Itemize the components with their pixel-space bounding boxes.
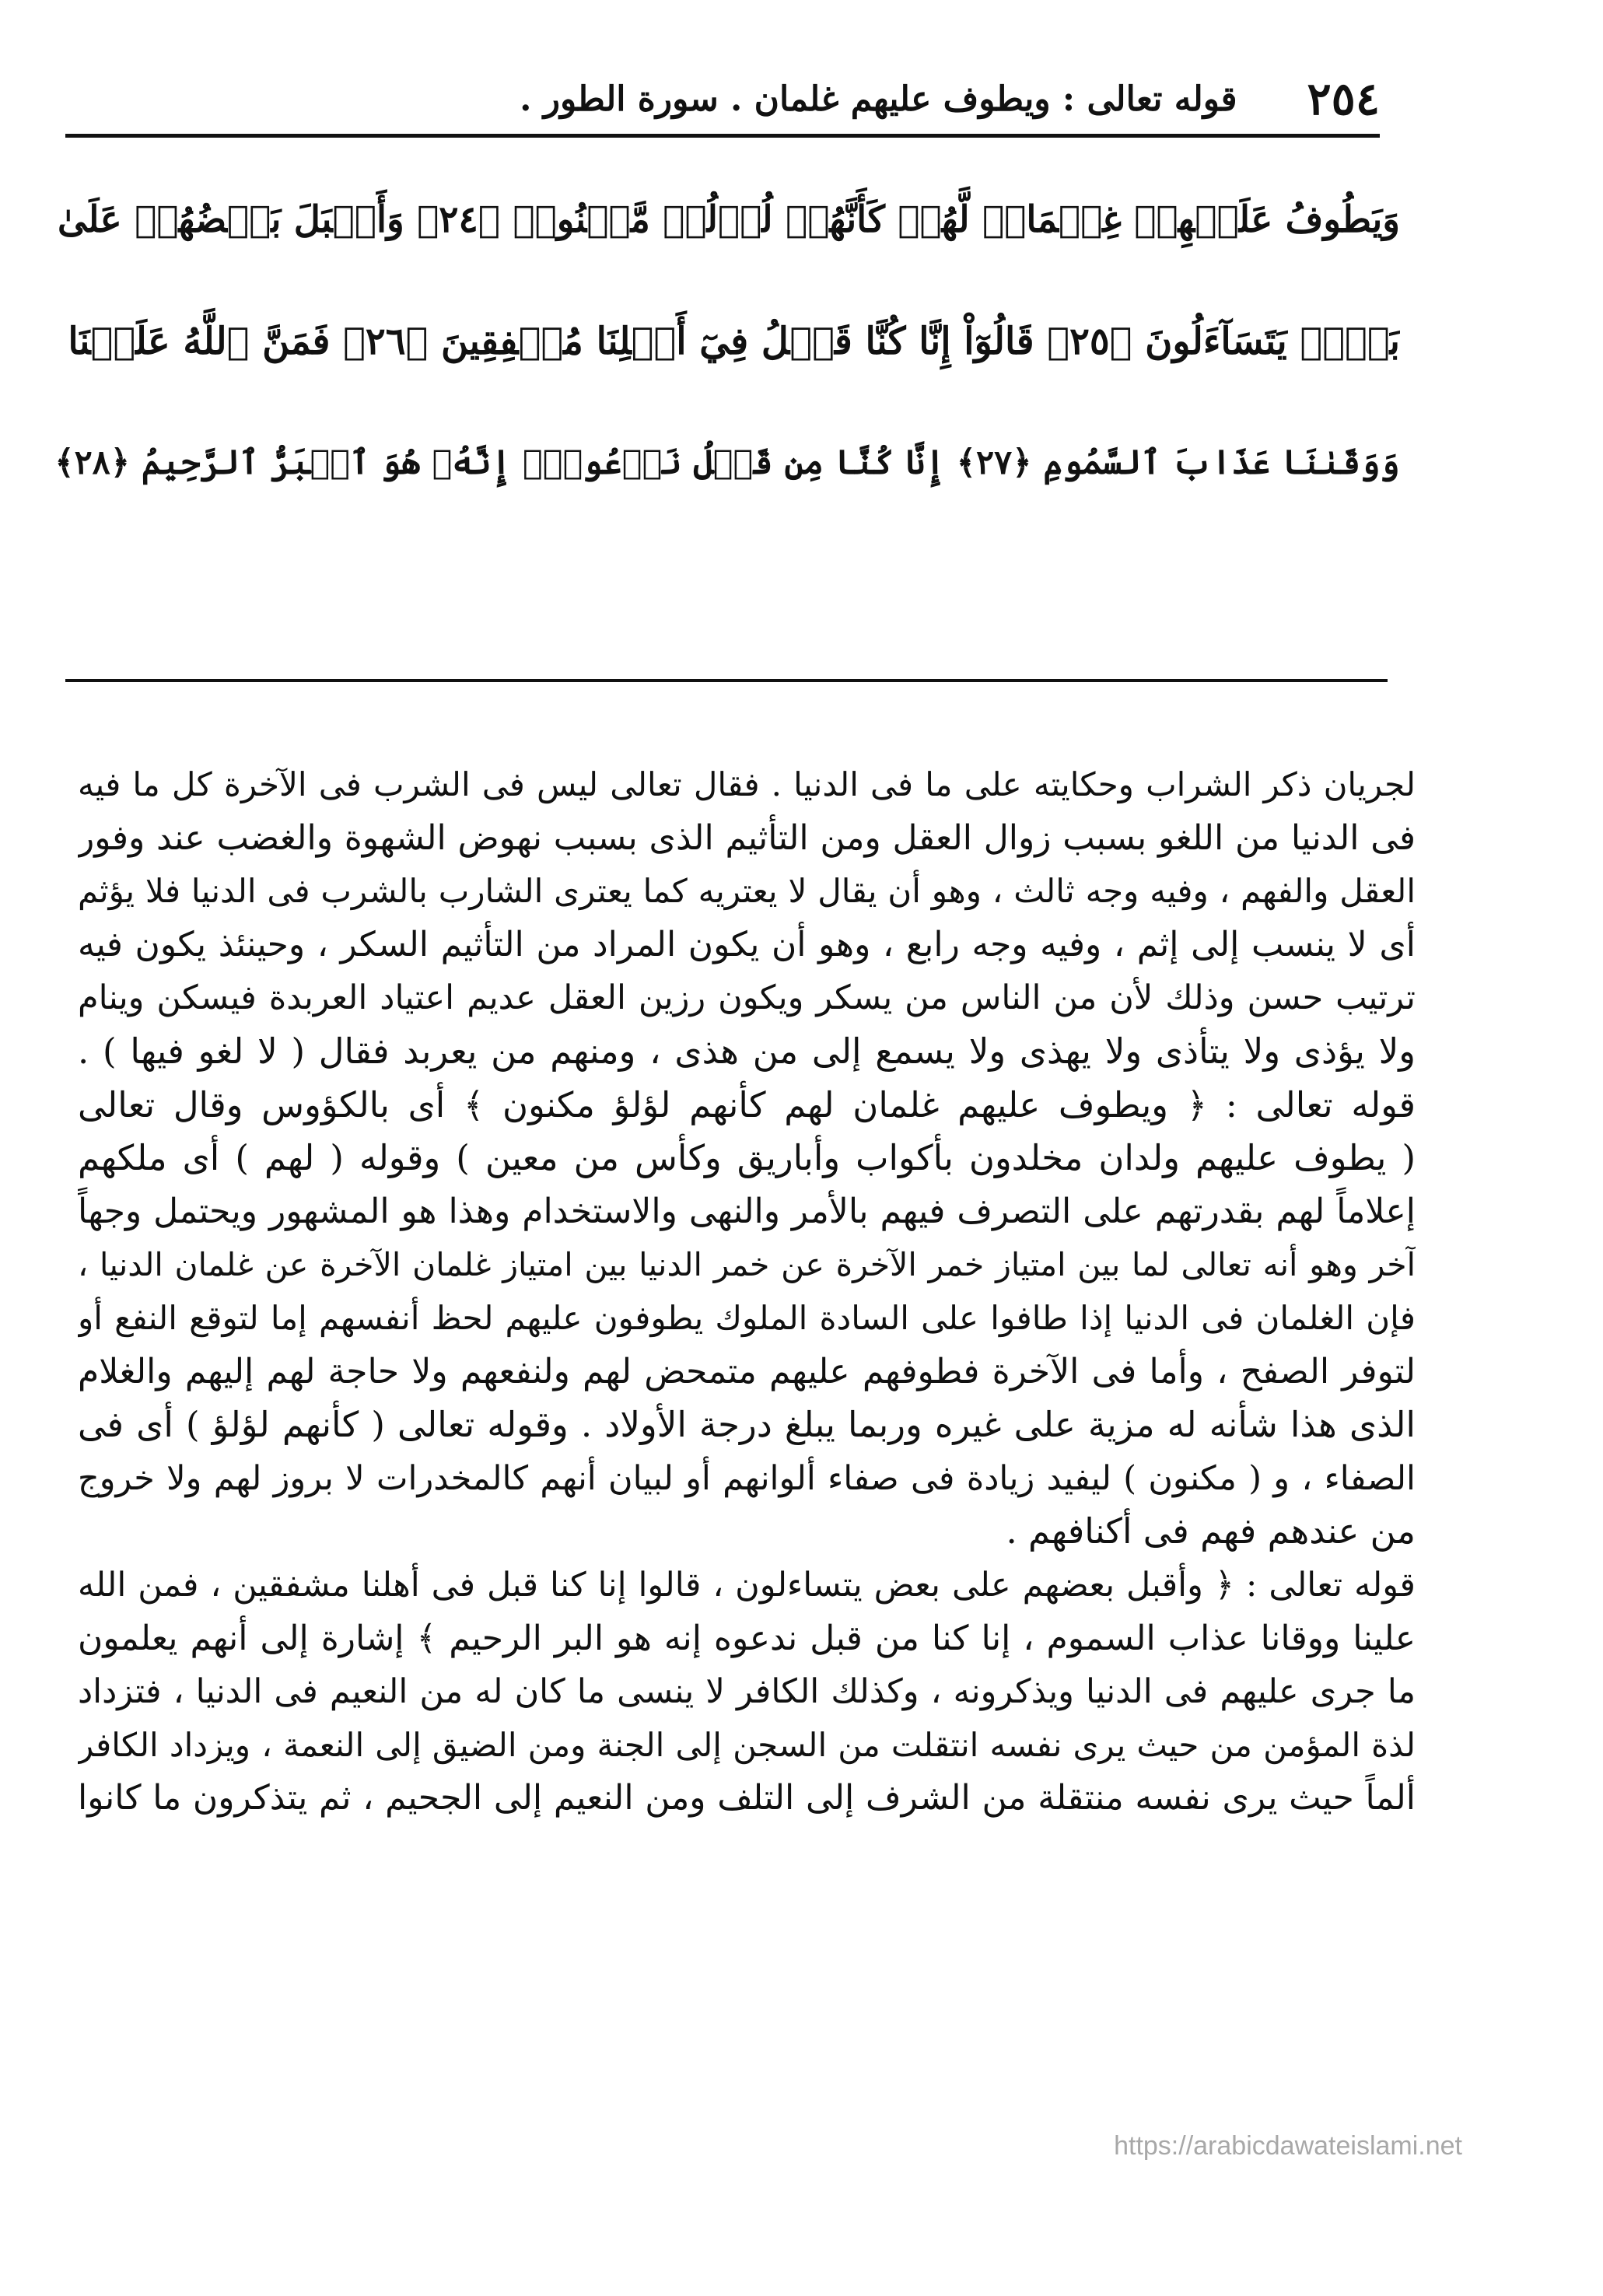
watermark: https://arabicdawateislami.net xyxy=(1114,2131,1462,2161)
text-line: ما جرى عليهم فى الدنيا ويذكرونه ، وكذلك الكافر لا ينسى ما كان له من النعيم فى الدنيا ، فتزداد xyxy=(78,1672,1416,1712)
running-title: قوله تعالى : ويطوف عليهم غلمان . سورة الطور . xyxy=(520,79,1237,119)
text-line: ترتيب حسن وذلك لأن من الناس من يسكر ويكون رزين العقل عديم اعتياد العربدة فيسكن وينام xyxy=(78,978,1416,1018)
text-line: ولا يؤذى ولا يتأذى ولا يهذى ولا يسمع إلى من هذى ، ومنهم من يعربد فقال ( لا لغو فيها ) . xyxy=(78,1030,1416,1072)
text-line: لذة المؤمن من حيث يرى نفسه انتقلت من السجن إلى الجنة ومن الضيق إلى النعمة ، ويزداد الكافر xyxy=(78,1725,1416,1764)
header-rule xyxy=(65,134,1380,138)
quran-verses-block xyxy=(54,159,1400,523)
quran-line: بَعۡضٖ يَتَسَآءَلُونَ ﴿٢٥﴾ قَالُوٓاْ إِنَّا كُنَّا قَبۡلُ فِيٓ أَهۡلِنَا مُشۡفِقِينَ ﴿٢٦﴾ فَمَنَّ ٱللَّهُ عَلَيۡنَا xyxy=(68,320,1400,363)
page-number: ٢٥٤ xyxy=(1307,72,1380,125)
commentary-text xyxy=(78,758,1416,1825)
text-line: آخر وهو أنه تعالى لما بين امتياز خمر الآخرة عن خمر الدنيا بين امتياز غلمان الآخرة عن غلمان الدنيا ، xyxy=(78,1246,1416,1284)
text-line: من عندهم فهم فى أكنافهم . xyxy=(1006,1510,1416,1552)
text-line: ( يطوف عليهم ولدان مخلدون بأكواب وأباريق وكأس من معين ) وقوله ( لهم ) أى ملكهم xyxy=(78,1137,1416,1179)
text-line: فإن الغلمان فى الدنيا إذا طافوا على السادة الملوك يطوفون عليهم لحظ أنفسهم إما لتوقع النفع أو xyxy=(78,1298,1416,1337)
text-line: إعلاماً لهم بقدرتهم على التصرف فيهم بالأمر والنهى والاستخدام وهذا هو المشهور ويحتمل وجهاً xyxy=(78,1191,1416,1231)
separator-rule xyxy=(65,679,1388,682)
text-line: لتوفر الصفح ، وأما فى الآخرة فطوفهم عليهم متمحض لهم ولنفعهم ولا حاجة لهم إليهم والغلام xyxy=(78,1351,1416,1391)
text-line: قوله تعالى : ﴿ ويطوف عليهم غلمان لهم كأنهم لؤلؤ مكنون ﴾ أى بالكؤوس وقال تعالى xyxy=(78,1083,1416,1125)
page-header xyxy=(65,72,1380,126)
text-line: علينا ووقانا عذاب السموم ، إنا كنا من قبل ندعوه إنه هو البر الرحيم ﴾ إشارة إلى أنهم يعلمون xyxy=(78,1618,1416,1658)
text-line: العقل والفهم ، وفيه وجه ثالث ، وهو أن يقال لا يعتريه كما يعترى الشارب بالشرب فى الدنيا فلا يؤثم xyxy=(78,872,1416,911)
text-line: ألماً حيث يرى نفسه منتقلة من الشرف إلى التلف ومن النعيم إلى الجحيم ، ثم يتذكرون ما كانوا xyxy=(78,1778,1416,1818)
text-line: قوله تعالى : ﴿ وأقبل بعضهم على بعض يتساءلون ، قالوا إنا كنا قبل فى أهلنا مشفقين ، فمن الله xyxy=(78,1565,1416,1605)
quran-line: وَوَقَىٰنَا عَذَابَ ٱلسَّمُومِ ﴿٢٧﴾ إِنَّا كُنَّا مِن قَبۡلُ نَدۡعُوهُۖ إِنَّهُۥ هُوَ ٱلۡبَرُّ ٱلرَّحِيمُ ﴿٢٨﴾ xyxy=(54,443,1400,482)
quran-line: وَيَطُوفُ عَلَيۡهِمۡ غِلۡمَانٞ لَّهُمۡ كَأَنَّهُمۡ لُؤۡلُؤٞ مَّكۡنُونٞ ﴿٢٤﴾ وَأَقۡبَلَ بَعۡضُهُمۡ عَلَىٰ xyxy=(57,198,1400,241)
text-line: الذى هذا شأنه له مزية على غيره وربما يبلغ درجة الأولاد . وقوله تعالى ( كأنهم لؤلؤ ) أى فى xyxy=(78,1404,1416,1446)
text-line: الصفاء ، و ( مكنون ) ليفيد زيادة فى صفاء ألوانهم أو لبيان أنهم كالمخدرات لا بروز لهم ولا خروج xyxy=(78,1458,1416,1498)
text-line: فى الدنيا من اللغو بسبب زوال العقل ومن التأثيم الذى بسبب نهوض الشهوة والغضب عند وفور xyxy=(78,817,1416,858)
text-line: أى لا ينسب إلى إثم ، وفيه وجه رابع ، وهو أن يكون المراد من التأثيم السكر ، وحينئذ يكون فيه xyxy=(78,924,1416,964)
text-line: لجريان ذكر الشراب وحكايته على ما فى الدنيا . فقال تعالى ليس فى الشرب فى الآخرة كل ما فيه xyxy=(78,765,1416,803)
